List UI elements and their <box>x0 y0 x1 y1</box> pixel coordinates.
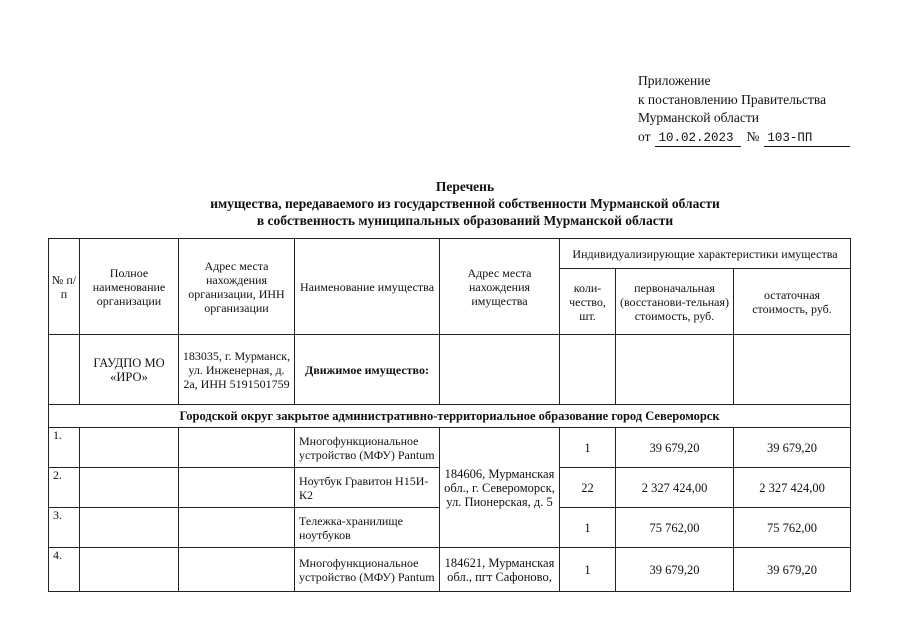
org-row-num <box>49 335 80 405</box>
row-quantity: 1 <box>560 548 616 592</box>
org-name: ГАУДПО МО «ИРО» <box>80 335 179 405</box>
org-row-initial-cell <box>616 335 734 405</box>
row-residual-cost: 39 679,20 <box>734 548 851 592</box>
row-quantity: 22 <box>560 468 616 508</box>
row-quantity: 1 <box>560 428 616 468</box>
header-num: № п/п <box>49 239 80 335</box>
annex-number-label: № <box>746 128 760 144</box>
org-address: 183035, г. Мурманск, ул. Инженерная, д. 2а, ИНН 5191501759 <box>179 335 295 405</box>
row-residual-cost: 75 762,00 <box>734 508 851 548</box>
row-org-cell <box>80 468 179 508</box>
row-num: 1. <box>49 428 80 468</box>
header-property-name: Наименование имущества <box>295 239 440 335</box>
row-org-address-cell <box>179 468 295 508</box>
row-initial-cost: 39 679,20 <box>616 548 734 592</box>
row-property-name: Ноутбук Гравитон Н15И-К2 <box>295 468 440 508</box>
row-quantity: 1 <box>560 508 616 548</box>
annex-line-3: Мурманской области <box>638 110 759 125</box>
header-quantity: коли-чество, шт. <box>560 269 616 335</box>
row-initial-cost: 2 327 424,00 <box>616 468 734 508</box>
document-heading <box>150 178 780 229</box>
annex-from-label: от <box>638 128 651 144</box>
heading-line-1: Перечень <box>435 179 495 194</box>
section-title: Городской округ закрытое административно-территориальное образование город Североморск <box>49 405 851 428</box>
annex-date-line <box>638 128 850 147</box>
property-table <box>48 238 851 592</box>
row-property-name: Многофункциональное устройство (МФУ) Pantum <box>295 428 440 468</box>
table-row <box>49 548 851 592</box>
header-initial-cost: первоначальная (восстанови-тельная) стоимость, руб. <box>616 269 734 335</box>
row-org-cell <box>80 428 179 468</box>
header-org-address: Адрес места нахождения организации, ИНН организации <box>179 239 295 335</box>
heading-line-2: имущества, передаваемого из государственной собственности Мурманской области <box>210 196 720 211</box>
row-initial-cost: 75 762,00 <box>616 508 734 548</box>
annex-block <box>638 72 850 147</box>
row-org-cell <box>80 548 179 592</box>
row-address-group-1: 184606, Мурманская обл., г. Североморск, ул. Пионерская, д. 5 <box>440 428 560 548</box>
row-org-address-cell <box>179 548 295 592</box>
org-row <box>49 335 851 405</box>
row-property-name: Тележка-хранилище ноутбуков <box>295 508 440 548</box>
row-initial-cost: 39 679,20 <box>616 428 734 468</box>
annex-number: 103-ПП <box>764 131 850 147</box>
row-residual-cost: 39 679,20 <box>734 428 851 468</box>
header-property-address: Адрес места нахождения имущества <box>440 239 560 335</box>
annex-date: 10.02.2023 <box>655 131 741 147</box>
heading-line-3: в собственность муниципальных образований Мурманской области <box>256 213 674 228</box>
header-org-name: Полное наименование организации <box>80 239 179 335</box>
property-type: Движимое имущество: <box>295 335 440 405</box>
table-row <box>49 428 851 468</box>
org-row-residual-cell <box>734 335 851 405</box>
row-org-cell <box>80 508 179 548</box>
row-org-address-cell <box>179 508 295 548</box>
row-num: 2. <box>49 468 80 508</box>
row-num: 3. <box>49 508 80 548</box>
row-address-group-2: 184621, Мурманская обл., пгт Сафоново, <box>440 548 560 592</box>
annex-line-2: к постановлению Правительства <box>638 91 827 107</box>
annex-line-1: Приложение <box>638 73 711 88</box>
header-residual-cost: остаточная стоимость, руб. <box>734 269 851 335</box>
org-row-quantity-cell <box>560 335 616 405</box>
row-num: 4. <box>49 548 80 592</box>
org-row-address-cell <box>440 335 560 405</box>
row-property-name: Многофункциональное устройство (МФУ) Pantum <box>295 548 440 592</box>
row-org-address-cell <box>179 428 295 468</box>
header-characteristics: Индивидуализирующие характеристики имущества <box>560 239 851 269</box>
row-residual-cost: 2 327 424,00 <box>734 468 851 508</box>
